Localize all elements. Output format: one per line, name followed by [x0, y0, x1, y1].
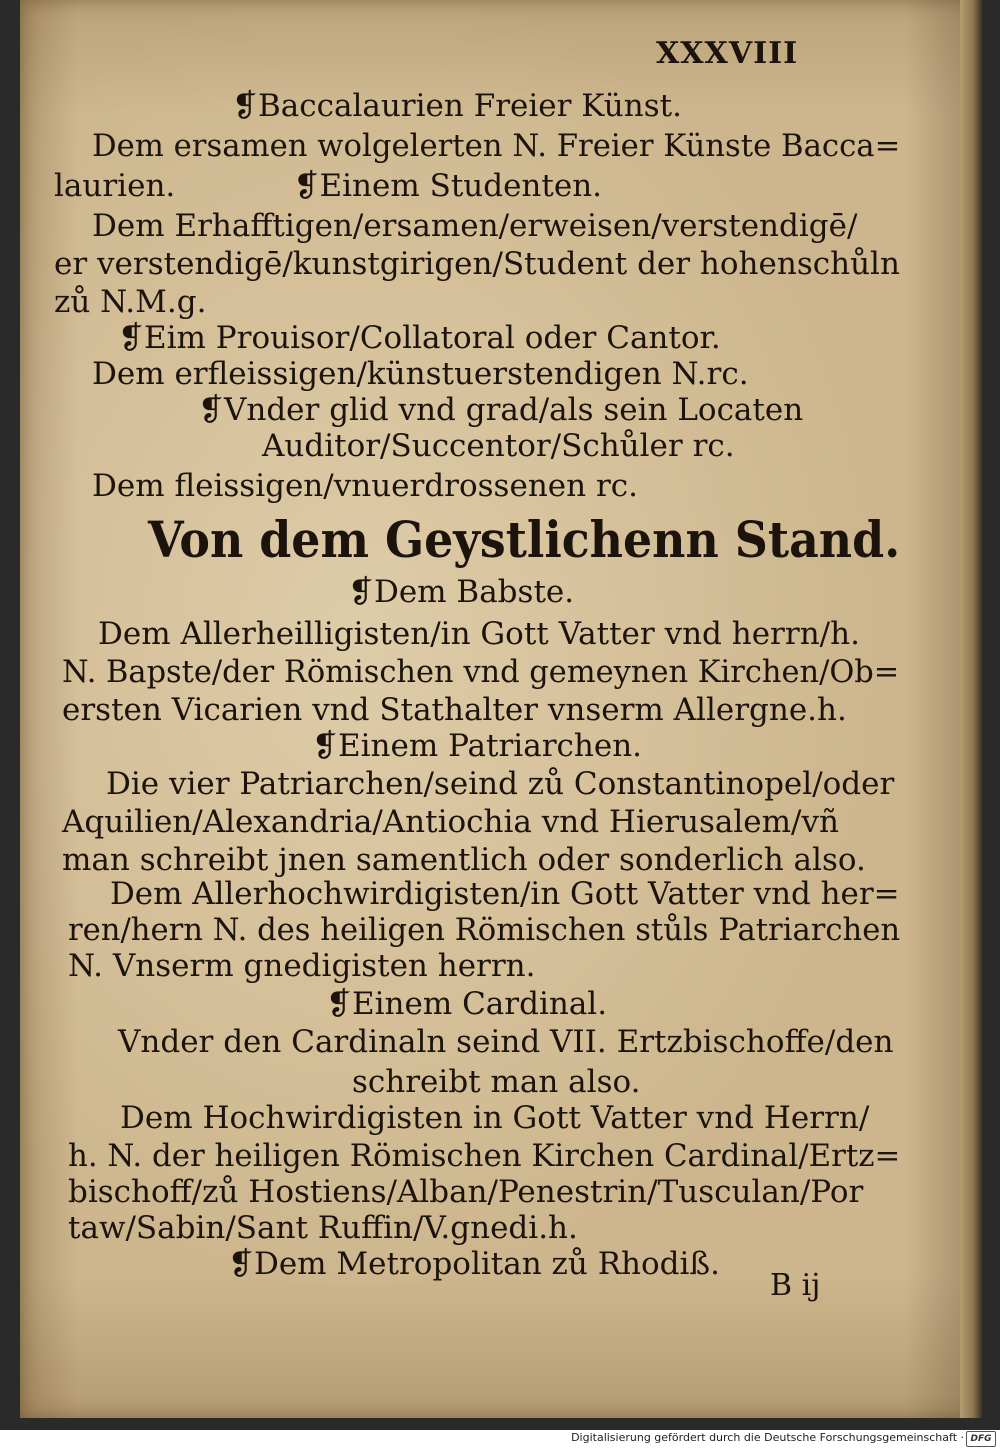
text-line: Dem fleissigen/vnuerdrossenen rc.	[92, 468, 638, 504]
folio-number: XXXVIII	[656, 36, 799, 71]
text-line: Die vier Patriarchen/seind zů Constantinopel/oder	[106, 766, 895, 802]
funding-notice: Digitalisierung gefördert durch die Deutsche Forschungsgemeinschaft ·	[571, 1431, 964, 1444]
text-line: man schreibt jnen samentlich oder sonderlich also.	[62, 842, 866, 878]
text-line: N. Vnserm gnedigisten herrn.	[68, 948, 536, 984]
dfg-logo: DFG	[966, 1431, 996, 1447]
text-line: zů N.M.g.	[54, 284, 207, 320]
text-line: schreibt man also.	[352, 1064, 641, 1100]
text-line: ren/hern N. des heiligen Römischen stůls Patriarchen	[68, 912, 901, 948]
text-line: Aquilien/Alexandria/Antiochia vnd Hierusalem/vñ	[62, 804, 839, 840]
text-line: Dem ersamen wolgelerten N. Freier Künste Bacca=	[92, 128, 901, 164]
text-line: Auditor/Succentor/Schůler rc.	[262, 428, 735, 464]
text-line: Dem Allerheilligisten/in Gott Vatter vnd herrn/h.	[98, 616, 860, 652]
text-line: ❡Dem Babste.	[348, 574, 575, 610]
section-heading: Von dem Geystlichenn Stand.	[148, 510, 901, 569]
page-edge	[960, 0, 982, 1418]
text-line: ❡Baccalaurien Freier Künst.	[232, 88, 682, 124]
text-line: ❡Vnder glid vnd grad/als sein Locaten	[198, 392, 804, 428]
text-line: laurien. ❡Einem Studenten.	[54, 168, 603, 204]
text-line: ❡Einem Cardinal.	[326, 986, 608, 1022]
text-line: ersten Vicarien vnd Stathalter vnserm Allergne.h.	[62, 692, 847, 728]
footer-bar	[0, 1430, 1000, 1448]
text-line: Dem erfleissigen/künstuerstendigen N.rc.	[92, 356, 749, 392]
text-line: taw/Sabin/Sant Ruffin/V.gnedi.h.	[68, 1210, 578, 1246]
text-line: ❡Einem Patriarchen.	[312, 728, 643, 764]
text-line: ❡Eim Prouisor/Collatoral oder Cantor.	[118, 320, 721, 356]
text-line: h. N. der heiligen Römischen Kirchen Cardinal/Ertz=	[68, 1138, 901, 1174]
text-line: Dem Erhafftigen/ersamen/erweisen/verstendigē/	[92, 208, 858, 244]
text-line: ❡Dem Metropolitan zů Rhodiß.	[228, 1246, 720, 1282]
signature-mark: B ij	[770, 1268, 821, 1303]
text-line: Vnder den Cardinaln seind VII. Ertzbischoffe/den	[118, 1024, 894, 1060]
text-line: bischoff/zů Hostiens/Alban/Penestrin/Tusculan/Por	[68, 1174, 864, 1210]
text-line: Dem Allerhochwirdigisten/in Gott Vatter vnd her=	[110, 876, 900, 912]
text-line: Dem Hochwirdigisten in Gott Vatter vnd Herrn/	[120, 1100, 870, 1136]
text-line: er verstendigē/kunstgirigen/Student der hohenschůln	[54, 246, 900, 282]
text-line: N. Bapste/der Römischen vnd gemeynen Kirchen/Ob=	[62, 654, 900, 690]
